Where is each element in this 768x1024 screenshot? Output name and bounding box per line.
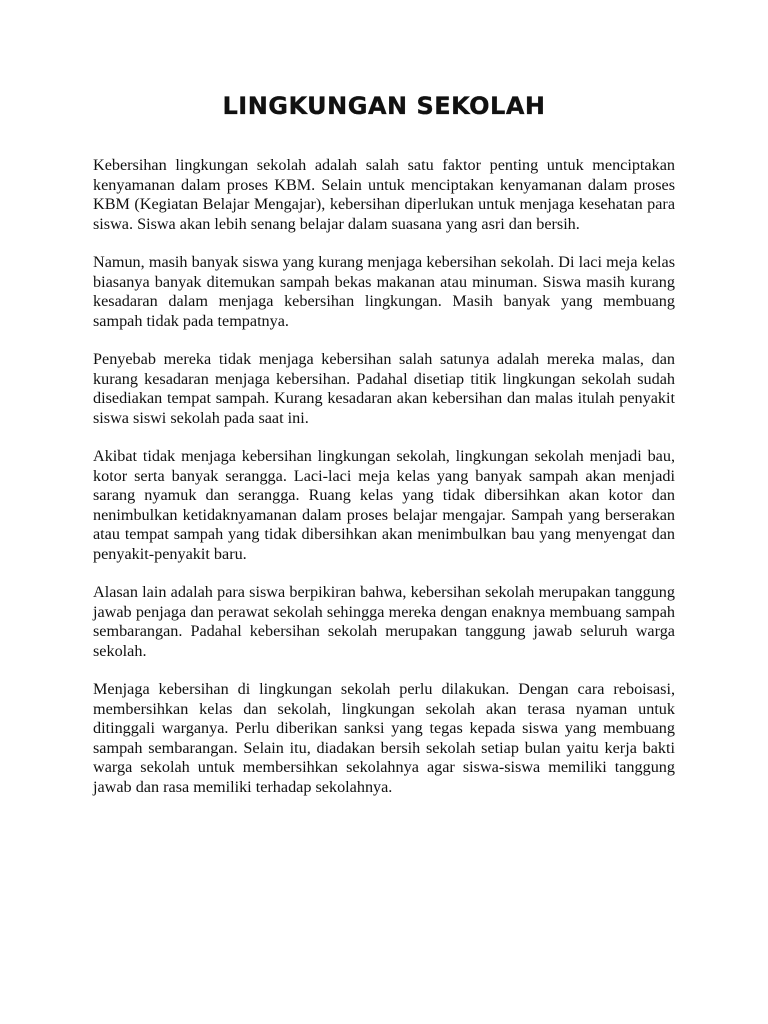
- document-body: [93, 156, 675, 797]
- paragraph-1: Kebersihan lingkungan sekolah adalah salah satu faktor penting untuk menciptakan kenyamanan dalam proses KBM. Selain untuk menciptakan kenyamanan dalam proses KBM (Kegiatan Belajar Mengajar), kebersihan diperlukan untuk menjaga kesehatan para siswa. Siswa akan lebih senang belajar dalam suasana yang asri dan bersih.: [93, 156, 675, 233]
- paragraph-6: Menjaga kebersihan di lingkungan sekolah perlu dilakukan. Dengan cara reboisasi, membersihkan kelas dan sekolah, lingkungan sekolah akan terasa nyaman untuk ditinggali warganya. Perlu diberikan sanksi yang tegas kepada siswa yang membuang sampah sembarangan. Selain itu, diadakan bersih sekolah setiap bulan yaitu kerja bakti warga sekolah untuk membersihkan sekolahnya agar siswa-siswa memiliki tanggung jawab dan rasa memiliki terhadap sekolahnya.: [93, 680, 675, 796]
- document-title: LINGKUNGAN SEKOLAH: [222, 92, 546, 120]
- paragraph-5: Alasan lain adalah para siswa berpikiran bahwa, kebersihan sekolah merupakan tanggung jawab penjaga dan perawat sekolah sehingga mereka dengan enaknya membuang sampah sembarangan. Padahal kebersihan sekolah merupakan tanggung jawab seluruh warga sekolah.: [93, 583, 675, 660]
- paragraph-4: Akibat tidak menjaga kebersihan lingkungan sekolah, lingkungan sekolah menjadi bau, kotor serta banyak serangga. Laci-laci meja kelas yang banyak sampah akan menjadi sarang nyamuk dan serangga. Ruang kelas yang tidak dibersihkan akan kotor dan nenimbulkan ketidaknyamanan dalam proses belajar mengajar. Sampah yang berserakan atau tempat sampah yang tidak dibersihkan akan menimbulkan bau yang menyengat dan penyakit-penyakit baru.: [93, 447, 675, 563]
- paragraph-2: Namun, masih banyak siswa yang kurang menjaga kebersihan sekolah. Di laci meja kelas biasanya banyak ditemukan sampah bekas makanan atau minuman. Siswa masih kurang kesadaran dalam menjaga kebersihan lingkungan. Masih banyak yang membuang sampah tidak pada tempatnya.: [93, 253, 675, 330]
- paragraph-3: Penyebab mereka tidak menjaga kebersihan salah satunya adalah mereka malas, dan kurang kesadaran menjaga kebersihan. Padahal disetiap titik lingkungan sekolah sudah disediakan tempat sampah. Kurang kesadaran akan kebersihan dan malas itulah penyakit siswa siswi sekolah pada saat ini.: [93, 350, 675, 427]
